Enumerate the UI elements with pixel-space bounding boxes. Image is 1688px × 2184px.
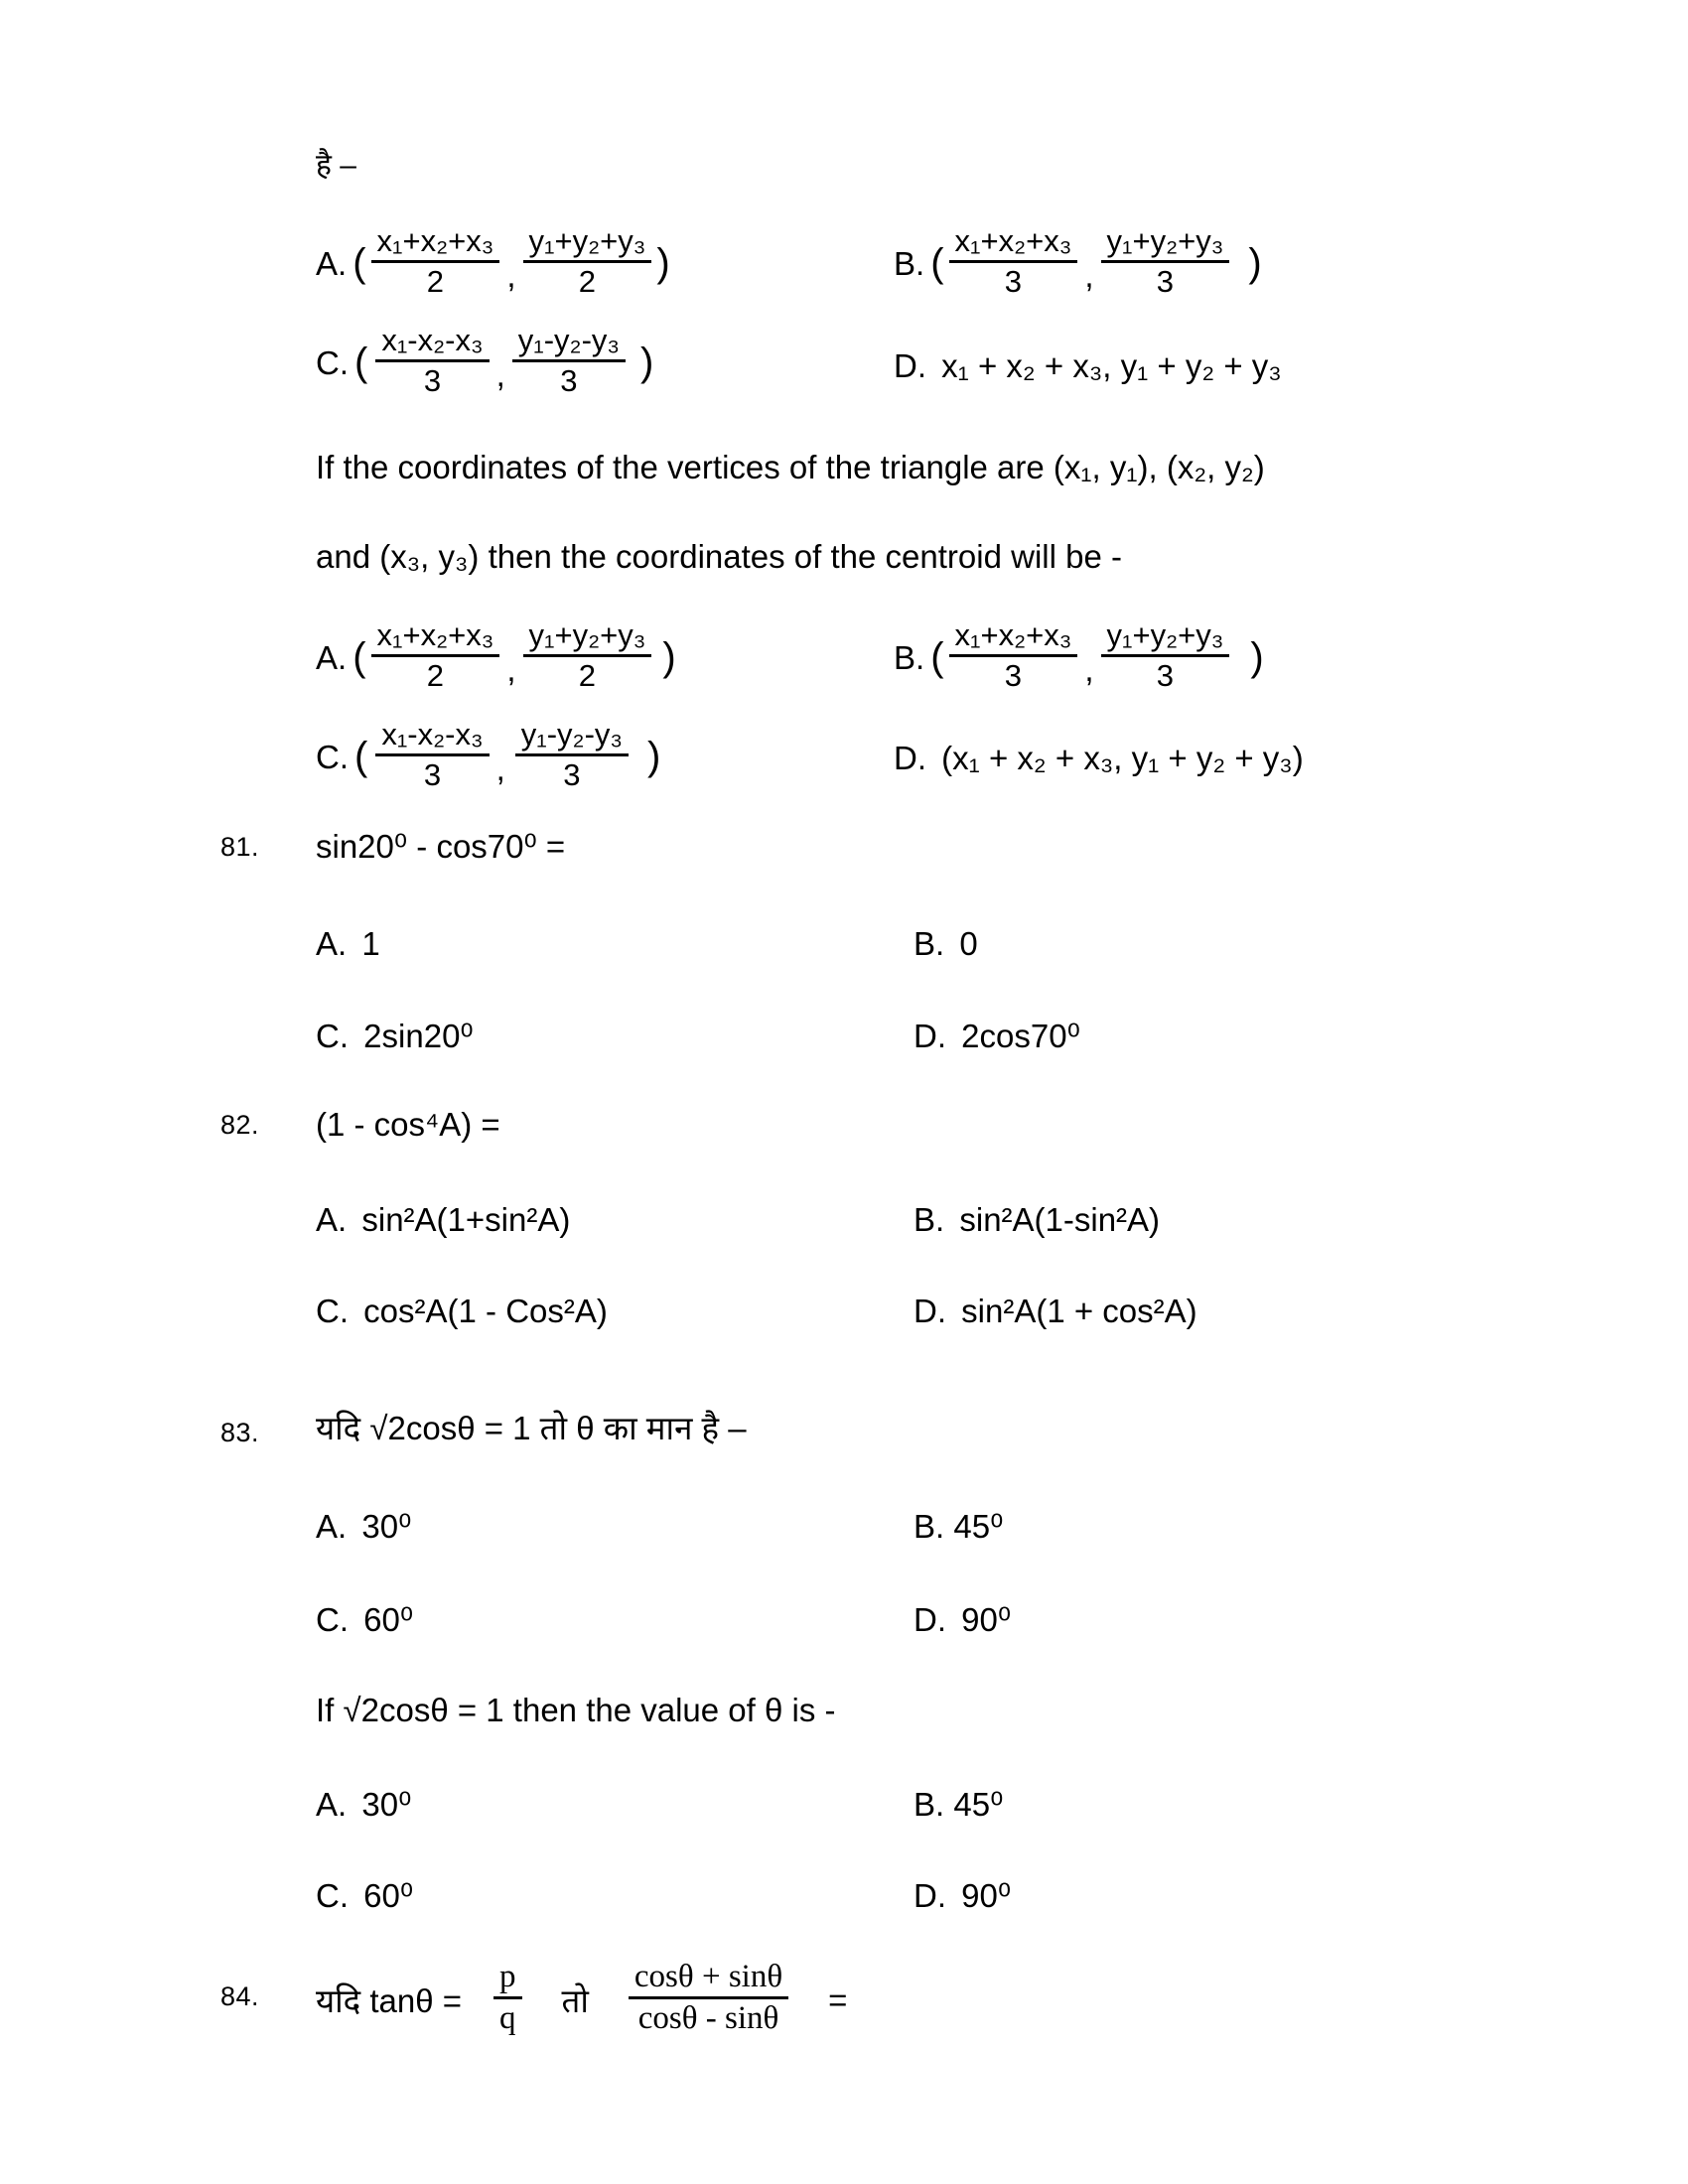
option-label: D. bbox=[914, 1293, 946, 1329]
fraction-denominator: cosθ - sinθ bbox=[637, 1999, 779, 2036]
question-number-81: 81. bbox=[220, 832, 260, 862]
option-text: sin²A(1 + cos²A) bbox=[961, 1293, 1197, 1329]
fraction-denominator: 3 bbox=[1004, 263, 1023, 299]
hindi-option-a bbox=[316, 223, 670, 301]
question-83-english-option-a bbox=[316, 1785, 411, 1824]
open-paren: ( bbox=[930, 635, 944, 680]
fraction-y bbox=[1101, 618, 1230, 693]
option-text: 60⁰ bbox=[363, 1601, 414, 1638]
fraction-numerator: x₁+x₂+x₃ bbox=[371, 224, 500, 263]
fraction-y bbox=[523, 618, 652, 693]
option-label: B. bbox=[914, 1786, 945, 1823]
comma-separator: , bbox=[1084, 256, 1094, 294]
fraction-numerator: x₁-x₂-x₃ bbox=[375, 324, 489, 362]
question-82-stem: (1 - cos⁴A) = bbox=[316, 1106, 500, 1143]
close-paren: ) bbox=[640, 341, 654, 385]
option-label: B. bbox=[894, 638, 925, 676]
option-label: D. bbox=[914, 1018, 946, 1054]
fraction-denominator: q bbox=[499, 1999, 516, 2036]
hindi-option-c bbox=[316, 323, 654, 400]
hindi-option-d bbox=[894, 347, 1282, 385]
fraction-x bbox=[949, 224, 1078, 299]
question-number-84: 84. bbox=[220, 1981, 260, 2011]
option-text: 45⁰ bbox=[953, 1786, 1004, 1823]
fraction-denominator: 3 bbox=[1156, 263, 1175, 299]
fraction-denominator: 2 bbox=[426, 263, 445, 299]
question-83-hindi-option-b bbox=[914, 1507, 1003, 1546]
comma-separator: , bbox=[495, 750, 505, 787]
question-82-option-b bbox=[914, 1201, 1160, 1239]
open-paren: ( bbox=[354, 341, 368, 385]
fraction-p-over-q bbox=[493, 1959, 522, 2038]
open-paren: ( bbox=[930, 241, 944, 286]
option-text: sin²A(1+sin²A) bbox=[361, 1201, 571, 1238]
close-paren: ) bbox=[656, 241, 670, 286]
option-label: D. bbox=[914, 1601, 946, 1638]
question-83-hindi-option-a bbox=[316, 1507, 411, 1546]
option-text: 2cos70⁰ bbox=[961, 1018, 1080, 1054]
option-text: x₁ + x₂ + x₃, y₁ + y₂ + y₃ bbox=[941, 347, 1282, 384]
open-paren: ( bbox=[354, 735, 368, 779]
question-84-stem bbox=[316, 1961, 847, 2040]
option-label: B. bbox=[894, 244, 925, 282]
question-number-82: 82. bbox=[220, 1110, 260, 1140]
question-82-option-a bbox=[316, 1201, 570, 1239]
question-82-option-d bbox=[914, 1293, 1197, 1330]
question-83-english-option-c bbox=[316, 1876, 413, 1915]
fraction-x bbox=[375, 324, 489, 398]
question-number-83: 83. bbox=[220, 1418, 260, 1447]
fraction-denominator: 3 bbox=[1156, 657, 1175, 693]
option-text: sin²A(1-sin²A) bbox=[959, 1201, 1161, 1238]
fraction-x bbox=[375, 718, 489, 792]
question-81-option-d bbox=[914, 1017, 1080, 1055]
option-text: 0 bbox=[959, 925, 978, 962]
option-label: A. bbox=[316, 925, 348, 962]
option-label: B. bbox=[914, 925, 945, 962]
fraction-numerator: y₁+y₂+y₃ bbox=[1101, 618, 1230, 657]
comma-separator: , bbox=[1084, 650, 1094, 688]
option-label: C. bbox=[316, 1877, 349, 1914]
open-paren: ( bbox=[352, 635, 366, 680]
question-83-english-option-d bbox=[914, 1876, 1011, 1915]
option-text: 60⁰ bbox=[363, 1877, 414, 1914]
option-label: A. bbox=[316, 1786, 348, 1823]
question-84-hindi-mid: तो bbox=[561, 1982, 589, 2020]
fraction-numerator: cosθ + sinθ bbox=[629, 1959, 788, 1999]
option-text: 90⁰ bbox=[961, 1877, 1012, 1914]
fraction-y bbox=[515, 718, 629, 792]
question-83-hindi-option-c bbox=[316, 1600, 413, 1639]
close-paren: ) bbox=[647, 735, 661, 779]
option-label: A. bbox=[316, 1508, 348, 1545]
question-83-stem-english: If √2cosθ = 1 then the value of θ is - bbox=[316, 1692, 836, 1728]
fraction-numerator: y₁+y₂+y₃ bbox=[523, 224, 652, 263]
option-label: C. bbox=[316, 1018, 349, 1054]
comma-separator: , bbox=[506, 650, 516, 688]
option-text: 2sin20⁰ bbox=[363, 1018, 474, 1054]
question-81-stem: sin20⁰ - cos70⁰ = bbox=[316, 828, 566, 865]
fraction-numerator: x₁+x₂+x₃ bbox=[949, 224, 1078, 263]
question-82-option-c bbox=[316, 1293, 608, 1330]
option-label: A. bbox=[316, 244, 348, 282]
fraction-numerator: p bbox=[493, 1959, 522, 1999]
english-stem-line2: and (x₃, y₃) then the coordinates of the centroid will be - bbox=[316, 538, 1122, 575]
option-label: C. bbox=[316, 343, 349, 381]
option-text: 45⁰ bbox=[953, 1508, 1004, 1545]
fraction-x bbox=[949, 618, 1078, 693]
fraction-numerator: x₁-x₂-x₃ bbox=[375, 718, 489, 756]
close-paren: ) bbox=[662, 635, 676, 680]
option-label: B. bbox=[914, 1201, 945, 1238]
option-text: 30⁰ bbox=[361, 1786, 412, 1823]
option-text: (x₁ + x₂ + x₃, y₁ + y₂ + y₃) bbox=[941, 740, 1304, 776]
option-label: A. bbox=[316, 638, 348, 676]
fraction-numerator: x₁+x₂+x₃ bbox=[371, 618, 500, 657]
fraction-numerator: y₁-y₂-y₃ bbox=[515, 718, 629, 756]
question-83-english-option-b bbox=[914, 1785, 1003, 1824]
fraction-numerator: y₁-y₂-y₃ bbox=[512, 324, 626, 362]
question-84-hindi-pre: यदि tanθ = bbox=[316, 1982, 463, 2020]
option-label: B. bbox=[914, 1508, 945, 1545]
fraction-denominator: 3 bbox=[560, 362, 578, 398]
english-option-d bbox=[894, 740, 1304, 777]
fraction-denominator: 3 bbox=[1004, 657, 1023, 693]
fraction-x bbox=[371, 224, 500, 299]
english-option-c bbox=[316, 717, 661, 794]
question-84-equals: = bbox=[828, 1980, 848, 2018]
hindi-tail-fragment: है – bbox=[316, 149, 356, 182]
fraction-denominator: 2 bbox=[426, 657, 445, 693]
comma-separator: , bbox=[506, 256, 516, 294]
option-label: D. bbox=[894, 347, 926, 384]
english-stem-line1: If the coordinates of the vertices of the triangle are (x₁, y₁), (x₂, y₂) bbox=[316, 449, 1265, 485]
question-81-option-c bbox=[316, 1017, 474, 1055]
fraction-denominator: 2 bbox=[578, 263, 597, 299]
fraction-denominator: 2 bbox=[578, 657, 597, 693]
option-label: A. bbox=[316, 1201, 348, 1238]
option-text: cos²A(1 - Cos²A) bbox=[363, 1293, 608, 1329]
option-label: C. bbox=[316, 1601, 349, 1638]
fraction-cos-sin bbox=[629, 1959, 788, 2038]
option-text: 30⁰ bbox=[361, 1508, 412, 1545]
fraction-y bbox=[1101, 224, 1230, 299]
close-paren: ) bbox=[1250, 635, 1264, 680]
question-81-option-a bbox=[316, 925, 380, 963]
hindi-option-b bbox=[894, 223, 1262, 301]
option-label: D. bbox=[914, 1877, 946, 1914]
question-83-stem-hindi: यदि √2cosθ = 1 तो θ का मान है – bbox=[316, 1410, 747, 1446]
option-label: D. bbox=[894, 740, 926, 776]
fraction-y bbox=[523, 224, 652, 299]
option-label: C. bbox=[316, 1293, 349, 1329]
question-83-hindi-option-d bbox=[914, 1600, 1011, 1639]
fraction-denominator: 3 bbox=[423, 756, 442, 792]
english-option-a bbox=[316, 617, 676, 695]
fraction-y bbox=[512, 324, 626, 398]
fraction-numerator: y₁+y₂+y₃ bbox=[1101, 224, 1230, 263]
close-paren: ) bbox=[1248, 241, 1262, 286]
english-option-b bbox=[894, 617, 1264, 695]
fraction-denominator: 3 bbox=[563, 756, 581, 792]
open-paren: ( bbox=[352, 241, 366, 286]
question-81-option-b bbox=[914, 925, 978, 963]
comma-separator: , bbox=[495, 355, 505, 393]
option-text: 90⁰ bbox=[961, 1601, 1012, 1638]
fraction-numerator: y₁+y₂+y₃ bbox=[523, 618, 652, 657]
option-text: 1 bbox=[361, 925, 380, 962]
fraction-denominator: 3 bbox=[423, 362, 442, 398]
fraction-x bbox=[371, 618, 500, 693]
option-label: C. bbox=[316, 738, 349, 775]
fraction-numerator: x₁+x₂+x₃ bbox=[949, 618, 1078, 657]
